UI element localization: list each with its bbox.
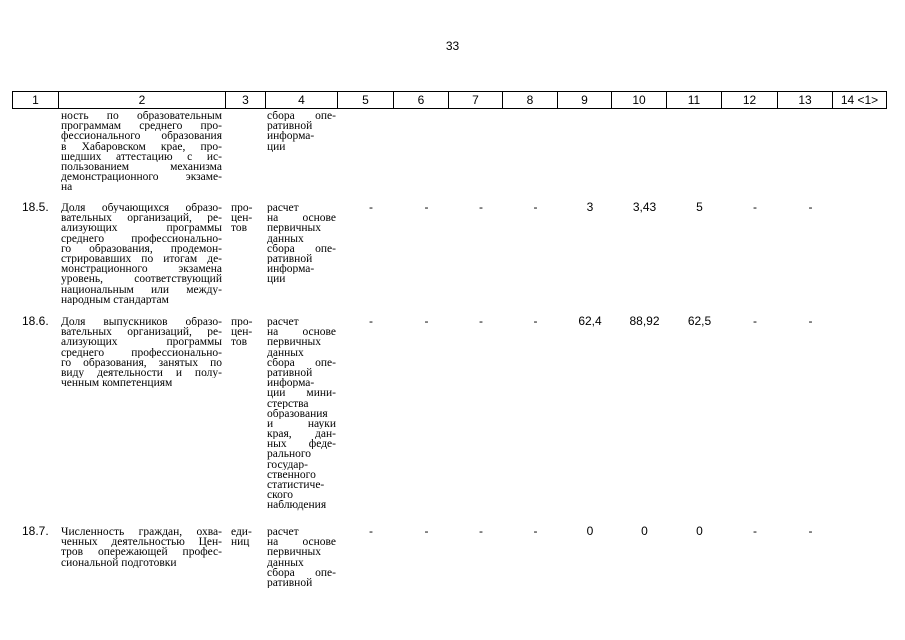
text-line: уровень, соответствующий — [61, 274, 222, 285]
text-line: расчет — [267, 203, 299, 214]
text-line: рального — [267, 449, 312, 460]
text-line: фессионального образования — [61, 131, 222, 142]
text-line: стрировавших по итогам де- — [61, 253, 222, 265]
text-line: сбора опе- — [267, 357, 336, 368]
text-line: на основе — [267, 327, 336, 338]
row-code-18-7: 18.7. — [22, 524, 49, 538]
row-18-6-value: 88,92 — [629, 314, 660, 328]
row-18-5-value: - — [424, 200, 429, 214]
text-line: сбора опе- — [267, 243, 336, 254]
row-18-6-value: - — [808, 314, 813, 328]
row-18-6-value: - — [533, 314, 538, 328]
text-line: сиональной подготовки — [61, 557, 177, 568]
row-18-5-value: 3 — [586, 200, 594, 214]
text-line: го образования, продемон- — [61, 243, 222, 254]
row-18-6-value: 62,5 — [687, 314, 712, 328]
header-col-12: 12 — [722, 92, 778, 109]
row-18-7-value: - — [808, 524, 813, 538]
row-18-5-value: - — [753, 200, 757, 214]
text-line: на — [61, 182, 73, 193]
text-line: тов — [231, 223, 248, 234]
header-col-5: 5 — [338, 92, 394, 109]
text-line: ративной — [267, 121, 313, 132]
row-18-6-value: 62,4 — [578, 314, 602, 328]
row-18-6-value: - — [424, 314, 429, 328]
header-col-1: 1 — [13, 92, 59, 109]
row-18-5-value: 3,43 — [632, 200, 657, 214]
text-line: виду деятельности и полу- — [61, 367, 222, 379]
continuation-method — [267, 111, 336, 152]
header-col-2: 2 — [59, 92, 226, 109]
text-line: Доля обучающихся образо- — [61, 203, 222, 214]
row-18-5-value: - — [533, 200, 538, 214]
text-line: ченным компетенциям — [61, 378, 173, 389]
text-line: народным стандартам — [61, 294, 169, 305]
row-18-7-value: 0 — [641, 524, 648, 538]
text-line: ративной — [267, 577, 313, 589]
text-line: сбора опе- — [267, 111, 336, 122]
row-18-7-value: 0 — [696, 524, 703, 538]
row-18-7-description — [61, 527, 222, 568]
text-line: и науки — [267, 418, 336, 430]
row-18-6-value: - — [369, 314, 373, 328]
row-18-6-description — [61, 317, 222, 388]
header-col-8: 8 — [503, 92, 558, 109]
text-line: ского — [267, 490, 294, 501]
text-line: расчет — [267, 317, 299, 328]
text-line: ченных деятельностью Цен- — [61, 537, 222, 548]
row-18-7-value: - — [424, 524, 429, 538]
text-line: пользованием механизма — [61, 161, 222, 173]
row-18-5-value: - — [369, 200, 373, 214]
text-line: вательных организаций, ре- — [61, 327, 222, 338]
header-col-3: 3 — [226, 92, 266, 109]
text-line: ных феде- — [267, 439, 336, 450]
header-col-9: 9 — [558, 92, 612, 109]
text-line: программам среднего про- — [61, 121, 222, 132]
text-line: тов — [231, 337, 248, 348]
text-line: в Хабаровском крае, про- — [61, 141, 222, 152]
table-header — [12, 91, 887, 109]
text-line: Численность граждан, охва- — [61, 527, 222, 538]
text-line: про- — [231, 317, 253, 328]
text-line: стерства — [267, 398, 309, 409]
row-18-7-value: - — [369, 524, 373, 538]
row-18-5-value: 5 — [696, 200, 703, 214]
text-line: демонстрационного экзаме- — [61, 172, 222, 183]
text-line: образования — [267, 408, 328, 419]
row-18-7-method — [267, 527, 336, 588]
text-line: шедших аттестацию с ис- — [61, 151, 222, 162]
row-18-7-unit — [231, 527, 257, 547]
text-line: на основе — [267, 537, 336, 548]
text-line: про- — [231, 203, 253, 214]
row-18-6-unit — [231, 317, 257, 348]
text-line: первичных — [267, 337, 322, 348]
text-line: среднего профессионально- — [61, 233, 222, 244]
row-code-18-5: 18.5. — [22, 200, 49, 214]
text-line: расчет — [267, 527, 299, 538]
header-col-14: 14 <1> — [833, 92, 887, 109]
text-line: Доля выпускников образо- — [61, 317, 222, 328]
text-line: ции мини- — [267, 388, 336, 399]
row-code-18-6: 18.6. — [22, 314, 49, 328]
row-18-6-value: - — [479, 314, 483, 328]
row-18-5-method — [267, 203, 336, 285]
header-col-11: 11 — [667, 92, 722, 109]
text-line: первичных — [267, 223, 322, 234]
text-line: информа- — [267, 131, 315, 142]
text-line: тров опережающей профес- — [61, 547, 222, 558]
row-18-5-description — [61, 203, 222, 305]
row-18-7-value: - — [753, 524, 757, 538]
text-line: вательных организаций, ре- — [61, 213, 222, 224]
text-line: информа- — [267, 378, 315, 389]
text-line: ность по образовательным — [61, 111, 222, 122]
text-line: ции — [267, 274, 286, 285]
text-line: цен- — [231, 327, 253, 338]
header-col-13: 13 — [778, 92, 833, 109]
text-line: на основе — [267, 213, 336, 224]
text-line: государ- — [267, 459, 308, 470]
text-line: информа- — [267, 264, 315, 275]
text-line: ции — [267, 141, 286, 152]
header-col-7: 7 — [449, 92, 503, 109]
text-line: среднего профессионально- — [61, 347, 222, 358]
row-18-5-value: - — [808, 200, 813, 214]
text-line: статистиче- — [267, 480, 325, 491]
text-line: ализующих программы — [61, 337, 222, 348]
text-line: наблюдения — [267, 500, 327, 511]
text-line: национальным или между- — [61, 284, 222, 295]
text-line: данных — [267, 557, 304, 568]
row-18-5-unit — [231, 203, 257, 234]
text-line: первичных — [267, 547, 322, 558]
text-line: го образования, занятых по — [61, 357, 222, 368]
text-line: ственного — [267, 469, 316, 480]
row-18-7-value: - — [479, 524, 483, 538]
text-line: еди- — [231, 527, 252, 538]
text-line: ративной — [267, 253, 313, 265]
row-18-7-value: 0 — [586, 524, 594, 538]
text-line: данных — [267, 347, 304, 358]
header-col-10: 10 — [612, 92, 667, 109]
text-line: монстрационного экзамена — [61, 264, 222, 275]
text-line: ализующих программы — [61, 223, 222, 234]
header-col-6: 6 — [394, 92, 449, 109]
text-line: данных — [267, 233, 304, 244]
row-18-6-method — [267, 317, 336, 511]
row-18-6-value: - — [753, 314, 757, 328]
header-col-4: 4 — [266, 92, 338, 109]
continuation-description — [61, 111, 222, 193]
row-18-7-value: - — [533, 524, 538, 538]
row-18-5-value: - — [479, 200, 483, 214]
text-line: ративной — [267, 367, 313, 379]
text-line: ниц — [231, 537, 250, 548]
page-number: 33 — [445, 39, 460, 53]
text-line: цен- — [231, 213, 253, 224]
text-line: сбора опе- — [267, 567, 336, 578]
text-line: края, дан- — [267, 429, 336, 440]
